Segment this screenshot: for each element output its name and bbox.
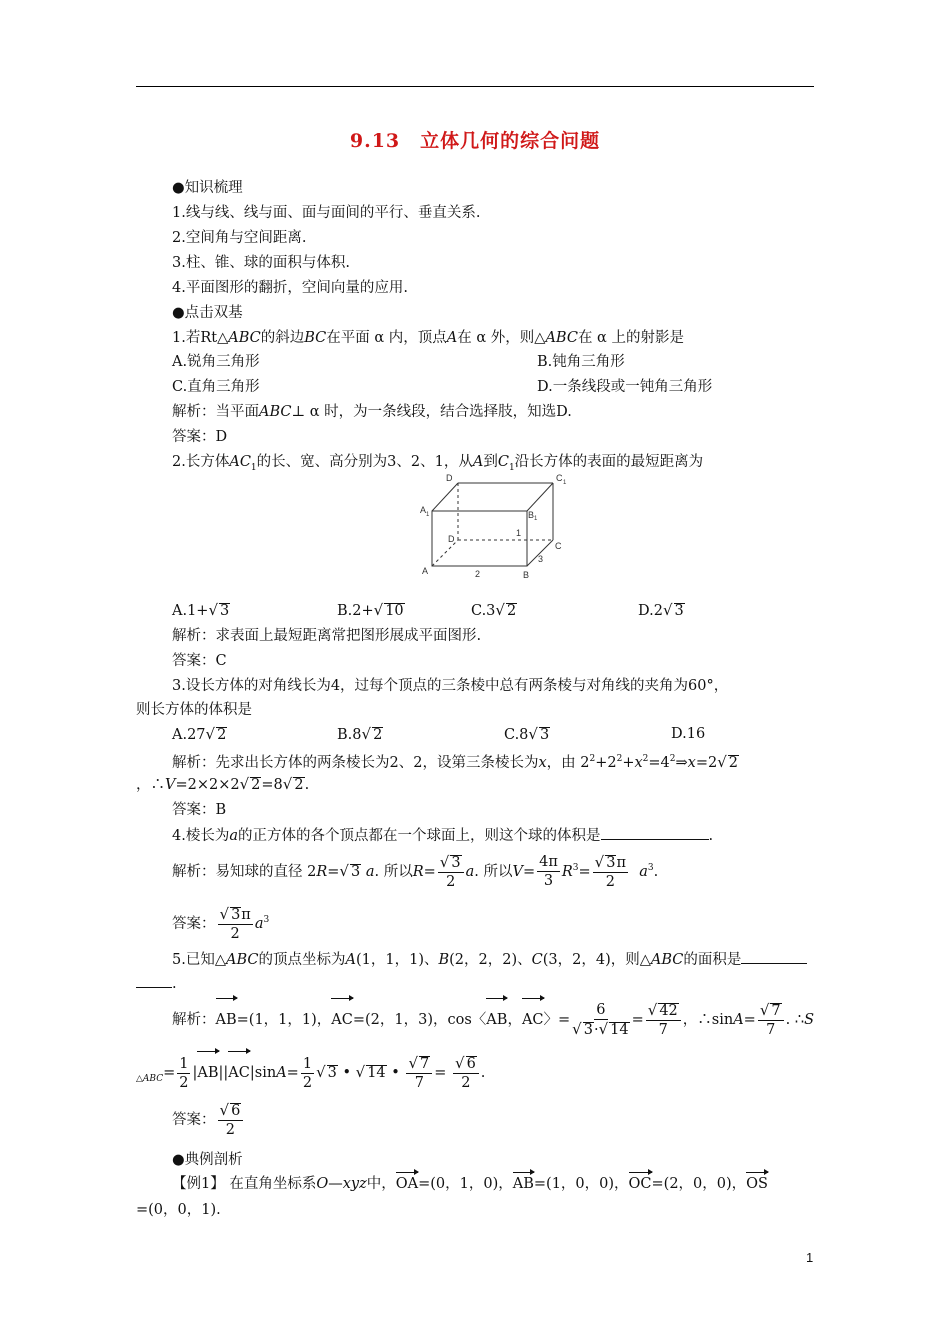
page-number: 1: [806, 1250, 814, 1265]
solution: 解析：易知球的直径 2R=√ 3 a. 所以R= $\frac{√ 3}{2}$ a. 所以V= $\frac{4\pi}{3}$ $R^3=$ $\frac{√ 3\pi}{2}$ $a^3$.: [172, 852, 659, 890]
option-c: C.直角三角形: [172, 379, 260, 395]
label-a: A: [422, 566, 429, 576]
answer: 答案： $\frac{√ 3\pi}{2}$ $a^3$: [172, 904, 270, 942]
solution-cont: ，∴V=2×2×2√ 2=8√ 2.: [136, 775, 310, 793]
knowledge-item: 3.柱、锥、球的面积与体积.: [172, 255, 350, 271]
option-b: B.钝角三角形: [537, 354, 625, 370]
section-heading: ●知识梳理: [172, 180, 243, 196]
knowledge-item: 2.空间角与空间距离.: [172, 230, 307, 246]
knowledge-item: 4.平面图形的翻折，空间向量的应用.: [172, 280, 408, 296]
question-3-cont: 则长方体的体积是: [136, 702, 252, 718]
example-1-cont: =(0，0，1).: [136, 1202, 221, 1218]
question-4: 4.棱长为a的正方体的各个顶点都在一个球面上，则这个球的体积是 .: [172, 828, 714, 844]
option-a: A.27√ 2: [172, 725, 227, 743]
answer: 答案： $\frac{√ 6}{2}$: [172, 1100, 245, 1140]
answer: 答案：B: [172, 802, 227, 818]
solution: 解析：先求出长方体的两条棱长为2、2，设第三条棱长为x，由 $2^2+2^2+x^2=4^2\Rightarrow x=2√$ 2: [172, 752, 739, 771]
option-d: D.16: [671, 726, 706, 742]
solution-cont: $_{\triangle ABC}$= $\frac{1}{2}$ |AB||AC|sinA= $\frac{1}{2}$ √ 3 • √ 14 • $\frac{√ 7}{7}$ = $\frac{√ 6}{2}$ .: [136, 1054, 486, 1091]
page-title: 9.13 立体几何的综合问题: [349, 130, 601, 152]
option-a: A.1+√ 3: [172, 601, 230, 619]
label-c: C: [555, 541, 562, 551]
answer: 答案：D: [172, 429, 228, 445]
solution: 解析：AB=(1，1，1)，AC=(2，1，3)，cos〈AB，AC〉= $\frac{6}{√ 3\cdot√ 14}$ = $\frac{√ 42}{7}$ ，∴sinA= $\frac{√ 7}{7}$ . ∴S: [172, 1001, 815, 1038]
header-rule: [136, 86, 814, 87]
option-b: B.2+√ 10: [337, 601, 404, 619]
option-c: C.8√ 3: [504, 725, 550, 743]
option-d: D.2√ 3: [638, 601, 684, 619]
svg-text:1: 1: [534, 516, 538, 522]
question-3: 3.设长方体的对角线长为4，过每个顶点的三条棱中总有两条棱与对角线的夹角为60°，: [172, 678, 729, 694]
example-1: 【例1】 在直角坐标系O—xyz中，OA=(0，1，0)，AB=(1，0，0)，OC=(2，0，0)，OS: [172, 1176, 768, 1192]
knowledge-item: 1.线与线、线与面、面与面间的平行、垂直关系.: [172, 205, 481, 221]
question-1: 1.若Rt△ABC的斜边BC在平面 α 内，顶点A在 α 外，则△ABC在 α 上的射影是: [172, 330, 684, 346]
cuboid-figure: [412, 470, 582, 586]
label-a1: A: [420, 505, 427, 515]
label-b1: B: [528, 510, 535, 520]
label-c1: C: [556, 473, 563, 483]
edge-height: 1: [516, 528, 522, 538]
answer-blank: [741, 963, 807, 964]
answer-blank: [601, 839, 709, 840]
answer-blank-cont: .: [136, 974, 177, 994]
solution: 解析：求表面上最短距离常把图形展成平面图形.: [172, 628, 482, 644]
section-heading: ●典例剖析: [172, 1152, 243, 1168]
label-d1: D: [446, 473, 453, 483]
answer: 答案：C: [172, 653, 227, 669]
section-heading: ●点击双基: [172, 305, 243, 321]
edge-length: 3: [538, 554, 544, 564]
option-c: C.3√ 2: [471, 601, 517, 619]
option-a: A.锐角三角形: [172, 354, 260, 370]
question-2: 2.长方体$AC_1$的长、宽、高分别为3、2、1，从A到$C_1$沿长方体的表面的最短距离为: [172, 454, 704, 473]
edge-width: 2: [475, 569, 481, 579]
svg-text:1: 1: [563, 480, 567, 486]
label-b: B: [523, 570, 530, 580]
solution: 解析：当平面ABC⊥ α 时，为一条线段，结合选择肢，知选D.: [172, 404, 572, 420]
option-d: D.一条线段或一钝角三角形: [537, 379, 713, 395]
label-d: D: [448, 534, 455, 544]
question-5: 5.已知△ABC的顶点坐标为A(1，1，1)、B(2，2，2)、C(3，2，4)，则△ABC的面积是: [172, 950, 807, 970]
option-b: B.8√ 2: [337, 725, 383, 743]
svg-text:1: 1: [426, 512, 430, 518]
